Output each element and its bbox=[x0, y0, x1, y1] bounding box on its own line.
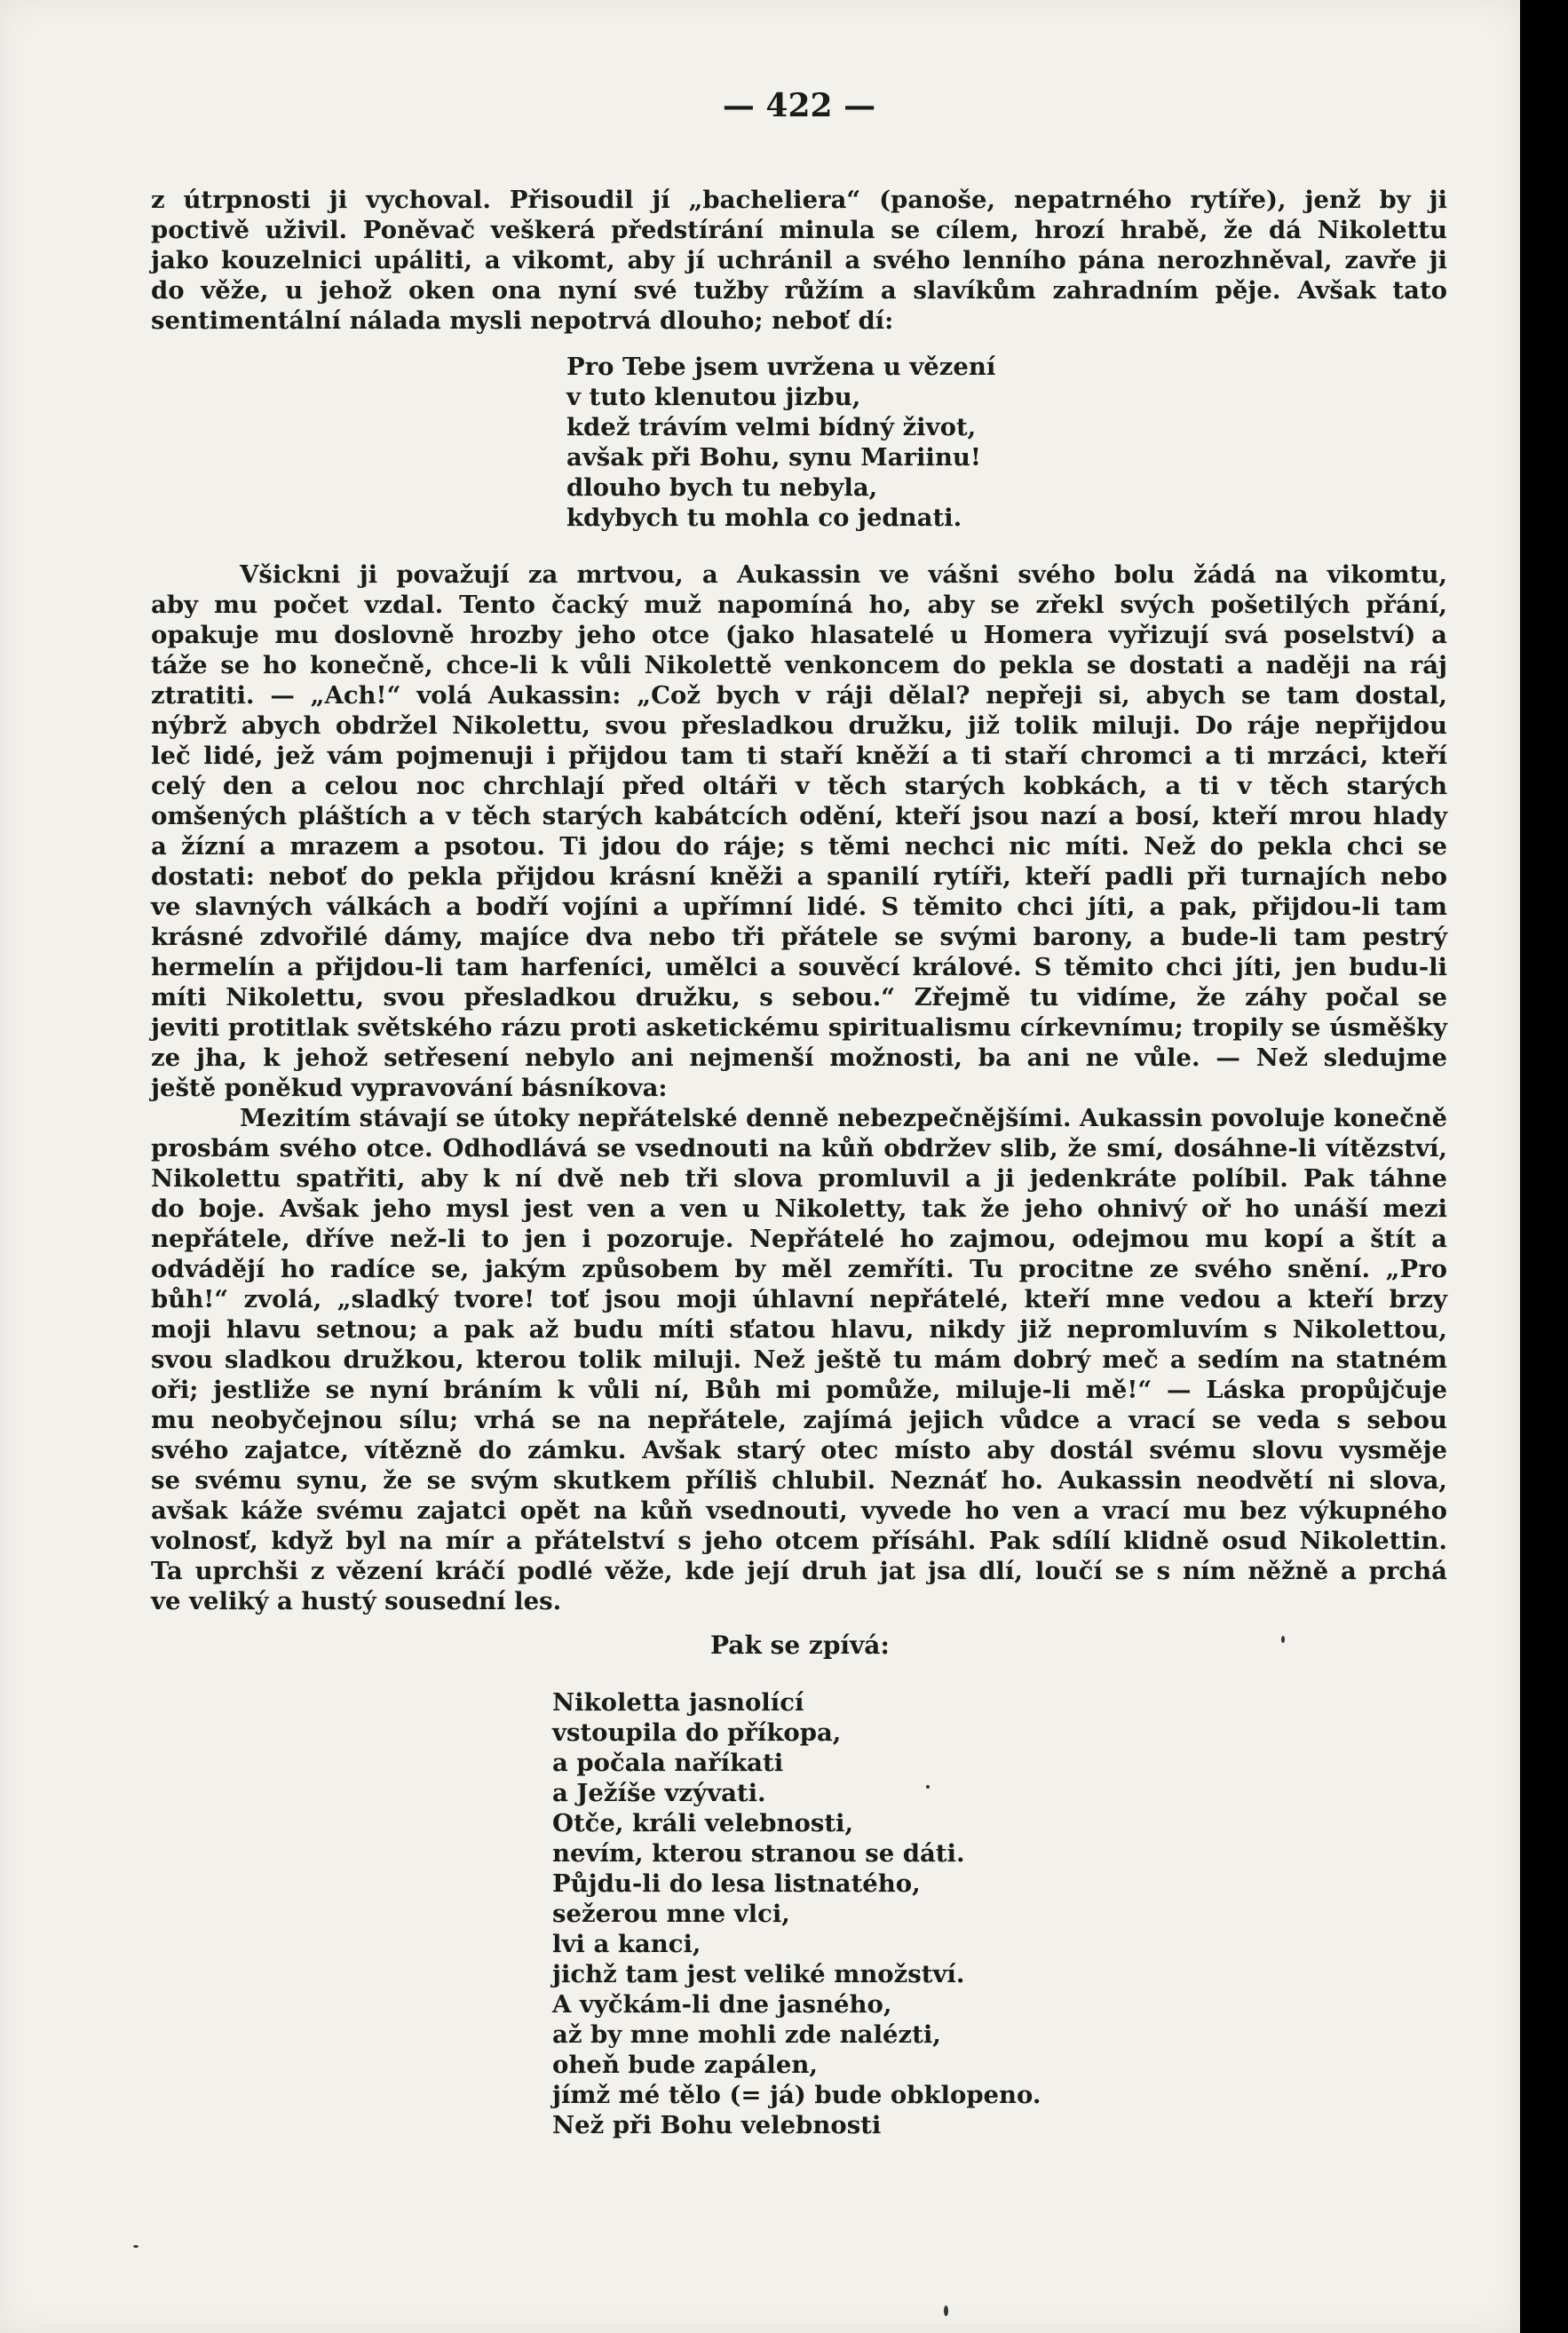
verse-line: vstoupila do příkopa, bbox=[552, 1718, 842, 1747]
verse-line: v tuto klenutou jizbu, bbox=[566, 383, 861, 411]
text-line: ve veliký a hustý sousední les. bbox=[151, 1587, 562, 1615]
text-line: avšak káže svému zajatci opět na kůň vsednouti, vyvede ho ven a vrací mu bez výkupného bbox=[151, 1496, 1447, 1525]
text-line: volnosť, když byl na mír a přátelství s jeho otcem přísáhl. Pak sdílí klidně osud Nikolettin. bbox=[151, 1527, 1447, 1555]
text-line: ztratiti. — „Ach!“ volá Aukassin: „Což bych v ráji dělal? nepřeji si, abych se tam dostal, bbox=[151, 681, 1447, 710]
text-line: ještě poněkud vypravování básníkova: bbox=[151, 1074, 668, 1102]
verse-line: Otče, králi velebnosti, bbox=[552, 1809, 854, 1837]
verse-line: jímž mé tělo (= já) bude obklopeno. bbox=[552, 2081, 1041, 2109]
text-line: svou sladkou družkou, kterou tolik miluji. Než ještě tu mám dobrý meč a sedím na statném bbox=[151, 1345, 1447, 1374]
text-line: odvádějí ho radíce se, jakým způsobem by měl zemříti. Tu procitne ze svého snění. „Pro bbox=[151, 1255, 1447, 1283]
text-line: prosbám svého otce. Odhodlává se vsednouti na kůň obdržev slib, že smí, dosáhne-li vítězství, bbox=[151, 1134, 1447, 1163]
verse-line: lvi a kanci, bbox=[552, 1930, 701, 1958]
paragraph-2 bbox=[151, 559, 1447, 1103]
text-line: se svému synu, že se svým skutkem příliš chlubil. Neznáť ho. Aukassin neodvětí ni slova, bbox=[151, 1466, 1447, 1495]
verse-line: a počala naříkati bbox=[552, 1749, 784, 1777]
verse-line: Nikoletta jasnolící bbox=[552, 1688, 804, 1717]
verse-line: až by mne mohli zde nalézti, bbox=[552, 2020, 941, 2049]
text-line: a žízní a mrazem a psotou. Ti jdou do ráje; s těmi nechci nic míti. Než do pekla chci se bbox=[151, 832, 1447, 861]
text-line: hermelín a přijdou-li tam harfeníci, umělci a souvěcí králové. S těmito chci jíti, jen budu-li bbox=[151, 953, 1447, 981]
scan-speck bbox=[1281, 1636, 1285, 1643]
verse-line: jichž tam jest veliké množství. bbox=[552, 1960, 965, 1988]
text-line: do věže, u jehož oken ona nyní své tužby růžím a slavíkům zahradním pěje. Avšak tato bbox=[151, 276, 1447, 305]
text-line: Mezitím stávají se útoky nepřátelské denně nebezpečnějšími. Aukassin povoluje konečně bbox=[240, 1104, 1447, 1132]
text-line: ve slavných válkách a bodří vojíni a upřímní lidé. S těmito chci jíti, a pak, přijdou-li tam bbox=[151, 893, 1447, 921]
text-line: bůh!“ zvolá, „sladký tvore! toť jsou moji úhlavní nepřátelé, kteří mne vedou a kteří brzy bbox=[151, 1285, 1447, 1313]
text-line: z útrpnosti ji vychoval. Přisoudil jí „bacheliera“ (panoše, nepatrného rytíře), jenž by ji bbox=[151, 186, 1447, 214]
text-line: poctivě uživil. Poněvač veškerá předstírání minula se cílem, hrozí hrabě, že dá Nikolettu bbox=[151, 216, 1447, 244]
scan-speck bbox=[133, 2245, 139, 2248]
verse-2 bbox=[552, 1687, 1041, 2140]
page-number: — 422 — bbox=[722, 87, 876, 124]
text-line: ze jha, k jehož setřesení nebylo ani nejmenší možnosti, ba ani ne vůle. — Než sledujme bbox=[151, 1044, 1447, 1072]
text-line: Všickni ji považují za mrtvou, a Aukassin ve vášni svého bolu žádá na vikomtu, bbox=[240, 560, 1447, 589]
verse-line: dlouho bych tu nebyla, bbox=[566, 473, 878, 502]
verse-line: kdež trávím velmi bídný život, bbox=[566, 413, 977, 441]
verse-line: avšak při Bohu, synu Mariinu! bbox=[566, 443, 981, 472]
text-line: nepřátele, dříve než-li to jen i pozoruje. Nepřátelé ho zajmou, odejmou mu kopí a štít a bbox=[151, 1225, 1447, 1253]
text-line: Nikolettu spatřiti, aby k ní dvě neb tři slova promluvil a ji jedenkráte políbil. Pak táhne bbox=[151, 1164, 1447, 1193]
text-line: Ta uprchši z vězení kráčí podlé věže, kde její druh jat jsa dlí, loučí se s ním něžně a prchá bbox=[151, 1557, 1447, 1585]
verse-line: A vyčkám-li dne jasného, bbox=[552, 1990, 892, 2019]
text-line: míti Nikolettu, svou přesladkou družku, s sebou.“ Zřejmě tu vidíme, že záhy počal se bbox=[151, 983, 1447, 1012]
text-line: jeviti protitlak světského rázu proti asketickému spiritualismu církevnímu; tropily se úsměšky bbox=[151, 1013, 1447, 1042]
verse-line: a Ježíše vzývati. bbox=[552, 1779, 766, 1807]
paragraph-1 bbox=[151, 185, 1447, 336]
verse-line: oheň bude zapálen, bbox=[552, 2051, 818, 2079]
text-line: jako kouzelnici upáliti, a vikomt, aby jí uchránil a svého lenního pána nerozhněval, zavře ji bbox=[151, 246, 1447, 274]
text-line: mu neobyčejnou sílu; vrhá se na nepřátele, zajímá jejich vůdce a vrací se veda s sebou bbox=[151, 1406, 1447, 1434]
text-line: aby mu počet vzdal. Tento čacký muž napomíná ho, aby se zřekl svých pošetilých přání, bbox=[151, 591, 1447, 619]
verse-line: nevím, kterou stranou se dáti. bbox=[552, 1839, 965, 1868]
verse-line: sežerou mne vlci, bbox=[552, 1900, 790, 1928]
verse-line: kdybych tu mohla co jednati. bbox=[566, 504, 962, 532]
text-line: krásné zdvořilé dámy, majíce dva nebo tři přátele se svými barony, a bude-li tam pestrý bbox=[151, 923, 1447, 951]
text-line: táže se ho konečně, chce-li k vůli Nikolettě venkoncem do pekla se dostati a naději na ráj bbox=[151, 651, 1447, 679]
text-line: svého zajatce, vítězně do zámku. Avšak starý otec místo aby dostál svému slovu vysměje bbox=[151, 1436, 1447, 1464]
verse-line: Pro Tebe jsem uvržena u vězení bbox=[566, 353, 996, 381]
text-line: nýbrž abych obdržel Nikolettu, svou přesladkou družku, již tolik miluji. Do ráje nepřijdou bbox=[151, 711, 1447, 740]
verse-line: Půjdu-li do lesa listnatého, bbox=[552, 1869, 921, 1898]
text-line: sentimentální nálada mysli nepotrvá dlouho; neboť dí: bbox=[151, 306, 894, 335]
text-line: do boje. Avšak jeho mysl jest ven a ven u Nikoletty, tak že jeho ohnivý oř ho unáší mezi bbox=[151, 1194, 1447, 1223]
text-line: dostati: neboť do pekla přijdou krásní kněži a spanilí rytíři, kteří padli při turnajích nebo bbox=[151, 862, 1447, 891]
text-line: omšených pláštích a v těch starých kabátcích odění, kteří jsou nazí a bosí, kteří mrou hlady bbox=[151, 802, 1447, 830]
text-line: moji hlavu setnou; a pak až budu míti sťatou hlavu, nikdy již nepromluvím s Nikolettou, bbox=[151, 1315, 1447, 1344]
section-heading: Pak se zpívá: bbox=[710, 1631, 890, 1660]
verse-line: Než při Bohu velebnosti bbox=[552, 2111, 882, 2139]
scan-speck bbox=[944, 2305, 948, 2316]
text-line: oři; jestliže se nyní bráním k vůli ní, Bůh mi pomůže, miluje-li mě!“ — Láska propůjčuje bbox=[151, 1376, 1447, 1404]
paragraph-3 bbox=[151, 1103, 1447, 1616]
text-line: opakuje mu doslovně hrozby jeho otce (jako hlasatelé u Homera vyřizují svá poselství) a bbox=[151, 621, 1447, 649]
text-line: leč lidé, jež vám pojmenuji i přijdou tam ti staří kněží a ti staří chromci a ti mrzáci, kteří bbox=[151, 742, 1447, 770]
scan-speck bbox=[926, 1785, 930, 1789]
verse-1 bbox=[566, 352, 995, 533]
text-line: celý den a celou noc chrchlají před oltáři v těch starých kobkách, a ti v těch starých bbox=[151, 772, 1447, 800]
